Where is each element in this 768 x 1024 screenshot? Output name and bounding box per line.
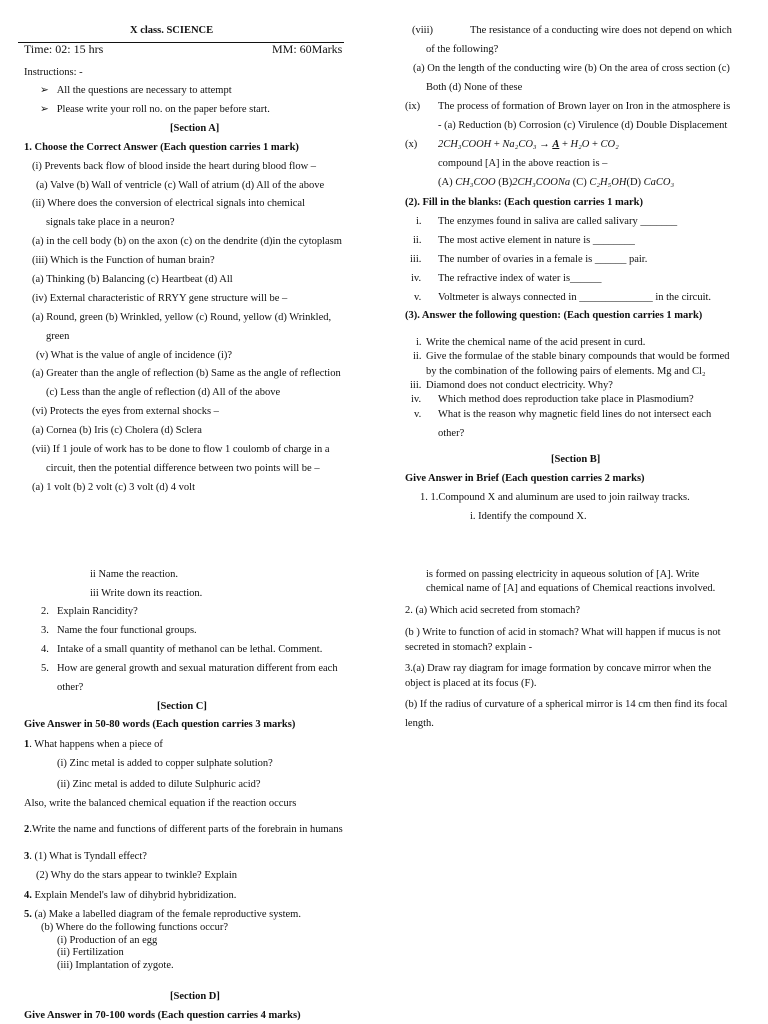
question-line: 2.Write the name and functions of different parts of the forebrain in humans — [24, 824, 343, 835]
q3-heading: (3). Answer the following question: (Each question carries 1 mark) — [405, 310, 703, 321]
list-item: Which method does reproduction take place in Plasmodium? — [438, 394, 694, 405]
question-line: (iii) Which is the Function of human brain? — [32, 255, 215, 266]
question-line: (a) in the cell body (b) on the axon (c) on the dendrite (d)in the cytoplasm — [32, 236, 342, 247]
fill-blanks-heading: (2). Fill in the blanks: (Each question carries 1 mark) — [405, 197, 643, 208]
question-number: (ix) — [405, 101, 421, 112]
list-number: ii. — [413, 235, 422, 246]
list-item: Name the four functional groups. — [57, 625, 197, 636]
question-line: (iv) External characteristic of RRYY gene structure will be – — [32, 293, 288, 304]
question-line: (a) Valve (b) Wall of ventricle (c) Wall of atrium (d) All of the above — [36, 180, 325, 191]
question-line: signals take place in a neuron? — [46, 217, 175, 228]
list-item: The number of ovaries in a female is ______ pair. — [438, 254, 648, 265]
instruction-item: ➢ Please write your roll no. on the paper before start. — [40, 104, 270, 115]
section-b-title: [Section B] — [551, 454, 601, 465]
question-line: (ii) Where does the conversion of electrical signals into chemical — [32, 198, 305, 209]
question-line: compound [A] in the above reaction is – — [438, 158, 608, 169]
question-line: (a) On the length of the conducting wire (b) On the area of cross section (c) — [413, 63, 730, 74]
question-line: 1. 1.Compound X and aluminum are used to join railway tracks. — [420, 492, 690, 503]
list-number: 4. — [41, 644, 49, 655]
bullet-arrow-icon: ➢ — [40, 104, 49, 115]
list-number: iii. — [410, 254, 422, 265]
question-line: object is placed at its focus (F). — [405, 678, 537, 689]
section-d-title: [Section D] — [170, 991, 220, 1002]
section-d-heading: Give Answer in 70-100 words (Each question carries 4 marks) — [24, 1010, 301, 1021]
question-line: circuit, then the potential difference between two points will be – — [46, 463, 320, 474]
question-line: secreted in stomach? explain - — [405, 642, 533, 653]
question-line: (a) Round, green (b) Wrinkled, yellow (c) Round, yellow (d) Wrinkled, — [32, 312, 332, 323]
list-item: The enzymes found in saliva are called salivary _______ — [438, 216, 678, 227]
chemical-equation: 2CH₃COOH + Na₂CO₃ → A + H₂O + CO₂ — [438, 139, 619, 150]
paper-title: X class. SCIENCE — [130, 25, 214, 36]
question-line: (a) Greater than the angle of reflection (b) Same as the angle of reflection — [32, 368, 341, 379]
question-line: (b) If the radius of curvature of a spherical mirror is 14 cm then find its focal — [405, 699, 728, 710]
options-line: (A) CH₃COO (B)2CH₃COONa (C) C₂H₅OH(D) CaCO₃ — [438, 177, 675, 188]
question-line: The resistance of a conducting wire does not depend on which — [470, 25, 732, 36]
list-item: How are general growth and sexual maturation different from each — [57, 663, 338, 674]
question-line: 3.(a) Draw ray diagram for image formation by concave mirror when the — [405, 663, 712, 674]
list-item: Voltmeter is always connected in ______________ in the circuit. — [438, 292, 712, 303]
question-line: (b) Where do the following functions occur? — [41, 922, 228, 933]
list-number: 2. — [41, 606, 49, 617]
question-line: (b ) Write to function of acid in stomach? What will happen if mucus is not — [405, 627, 721, 638]
list-number: v. — [414, 409, 422, 420]
question-line: (a) Cornea (b) Iris (c) Cholera (d) Sclera — [32, 425, 202, 436]
question-line: (v) What is the value of angle of incidence (i)? — [36, 350, 233, 361]
question-line: is formed on passing electricity in aqueous solution of [A]. Write — [426, 569, 700, 580]
list-number: iii. — [410, 380, 422, 391]
list-item: Write the chemical name of the acid present in curd. — [426, 337, 646, 348]
question-line: chemical name of [A] and equations of Chemical reactions involved. — [426, 583, 716, 594]
question-number: (x) — [405, 139, 418, 150]
question-line: (vii) If 1 joule of work has to be done to flow 1 coulomb of charge in a — [32, 444, 330, 455]
list-item: by the combination of the following pairs of elements. Mg and Cl₂ — [426, 366, 706, 377]
question-line: (ii) Zinc metal is added to dilute Sulphuric acid? — [57, 779, 261, 790]
section-a-title: [Section A] — [170, 123, 220, 134]
question-line: - (a) Reduction (b) Corrosion (c) Virulence (d) Double Displacement — [438, 120, 728, 131]
list-number: 5. — [41, 663, 49, 674]
list-item: other? — [438, 428, 465, 439]
list-number: ii. — [413, 351, 422, 362]
question-line: (i) Zinc metal is added to copper sulphate solution? — [57, 758, 273, 769]
question-line: Both (d) None of these — [426, 82, 523, 93]
question-line: 2. (a) Which acid secreted from stomach? — [405, 605, 581, 616]
list-item: What is the reason why magnetic field lines do not intersect each — [438, 409, 712, 420]
list-number: 3. — [41, 625, 49, 636]
instruction-item: ➢ All the questions are necessary to attempt — [40, 85, 232, 96]
list-item: Give the formulae of the stable binary compounds that would be formed — [426, 351, 730, 362]
list-item: (ii) Fertilization — [57, 947, 124, 958]
list-number: i. — [416, 337, 422, 348]
list-item: Intake of a small quantity of methanol can be lethal. Comment. — [57, 644, 323, 655]
marks-label: MM: 60Marks — [272, 42, 343, 56]
question-line: The process of formation of Brown layer on Iron in the atmosphere is — [438, 101, 731, 112]
list-number: i. — [416, 216, 422, 227]
list-item: Diamond does not conduct electricity. Why? — [426, 380, 613, 391]
question-line: i. Identify the compound X. — [470, 511, 587, 522]
list-item: The refractive index of water is______ — [438, 273, 602, 284]
question-line: 4. Explain Mendel's law of dihybrid hybridization. — [24, 890, 237, 901]
list-item: (iii) Implantation of zygote. — [57, 960, 174, 971]
instructions-label: Instructions: - — [24, 67, 83, 78]
question-line: (a) Thinking (b) Balancing (c) Heartbeat (d) All — [32, 274, 233, 285]
question-line: (2) Why do the stars appear to twinkle? Explain — [36, 870, 237, 881]
list-item: The most active element in nature is ________ — [438, 235, 635, 246]
question-line: (a) 1 volt (b) 2 volt (c) 3 volt (d) 4 volt — [32, 482, 196, 493]
question-line: ii Name the reaction. — [90, 569, 179, 580]
list-item: Explain Rancidity? — [57, 606, 138, 617]
question-line: 3. (1) What is Tyndall effect? — [24, 851, 147, 862]
time-label: Time: 02: 15 hrs — [24, 42, 104, 56]
question-line: (c) Less than the angle of reflection (d) All of the above — [46, 387, 281, 398]
question-line: 5. (a) Make a labelled diagram of the female reproductive system. — [24, 909, 301, 920]
question-line: 1. What happens when a piece of — [24, 739, 163, 750]
list-item: (i) Production of an egg — [57, 935, 158, 946]
question-line: Also, write the balanced chemical equation if the reaction occurs — [24, 798, 297, 809]
list-item: other? — [57, 682, 84, 693]
section-b-heading: Give Answer in Brief (Each question carries 2 marks) — [405, 473, 645, 484]
bullet-arrow-icon: ➢ — [40, 85, 49, 96]
header-rule — [18, 42, 344, 43]
question-line: iii Write down its reaction. — [90, 588, 203, 599]
section-c-heading: Give Answer in 50-80 words (Each question carries 3 marks) — [24, 719, 296, 730]
list-number: iv. — [411, 273, 422, 284]
question-line: (i) Prevents back flow of blood inside the heart during blood flow – — [32, 161, 317, 172]
list-number: iv. — [411, 394, 422, 405]
question-number: (viii) — [412, 25, 433, 36]
question-line: green — [46, 331, 70, 342]
section-c-title: [Section C] — [157, 701, 207, 712]
question-line: (vi) Protects the eyes from external shocks – — [32, 406, 219, 417]
question-line: of the following? — [426, 44, 499, 55]
list-number: v. — [414, 292, 422, 303]
question-line: length. — [405, 718, 434, 729]
q1-heading: 1. Choose the Correct Answer (Each question carries 1 mark) — [24, 142, 299, 153]
